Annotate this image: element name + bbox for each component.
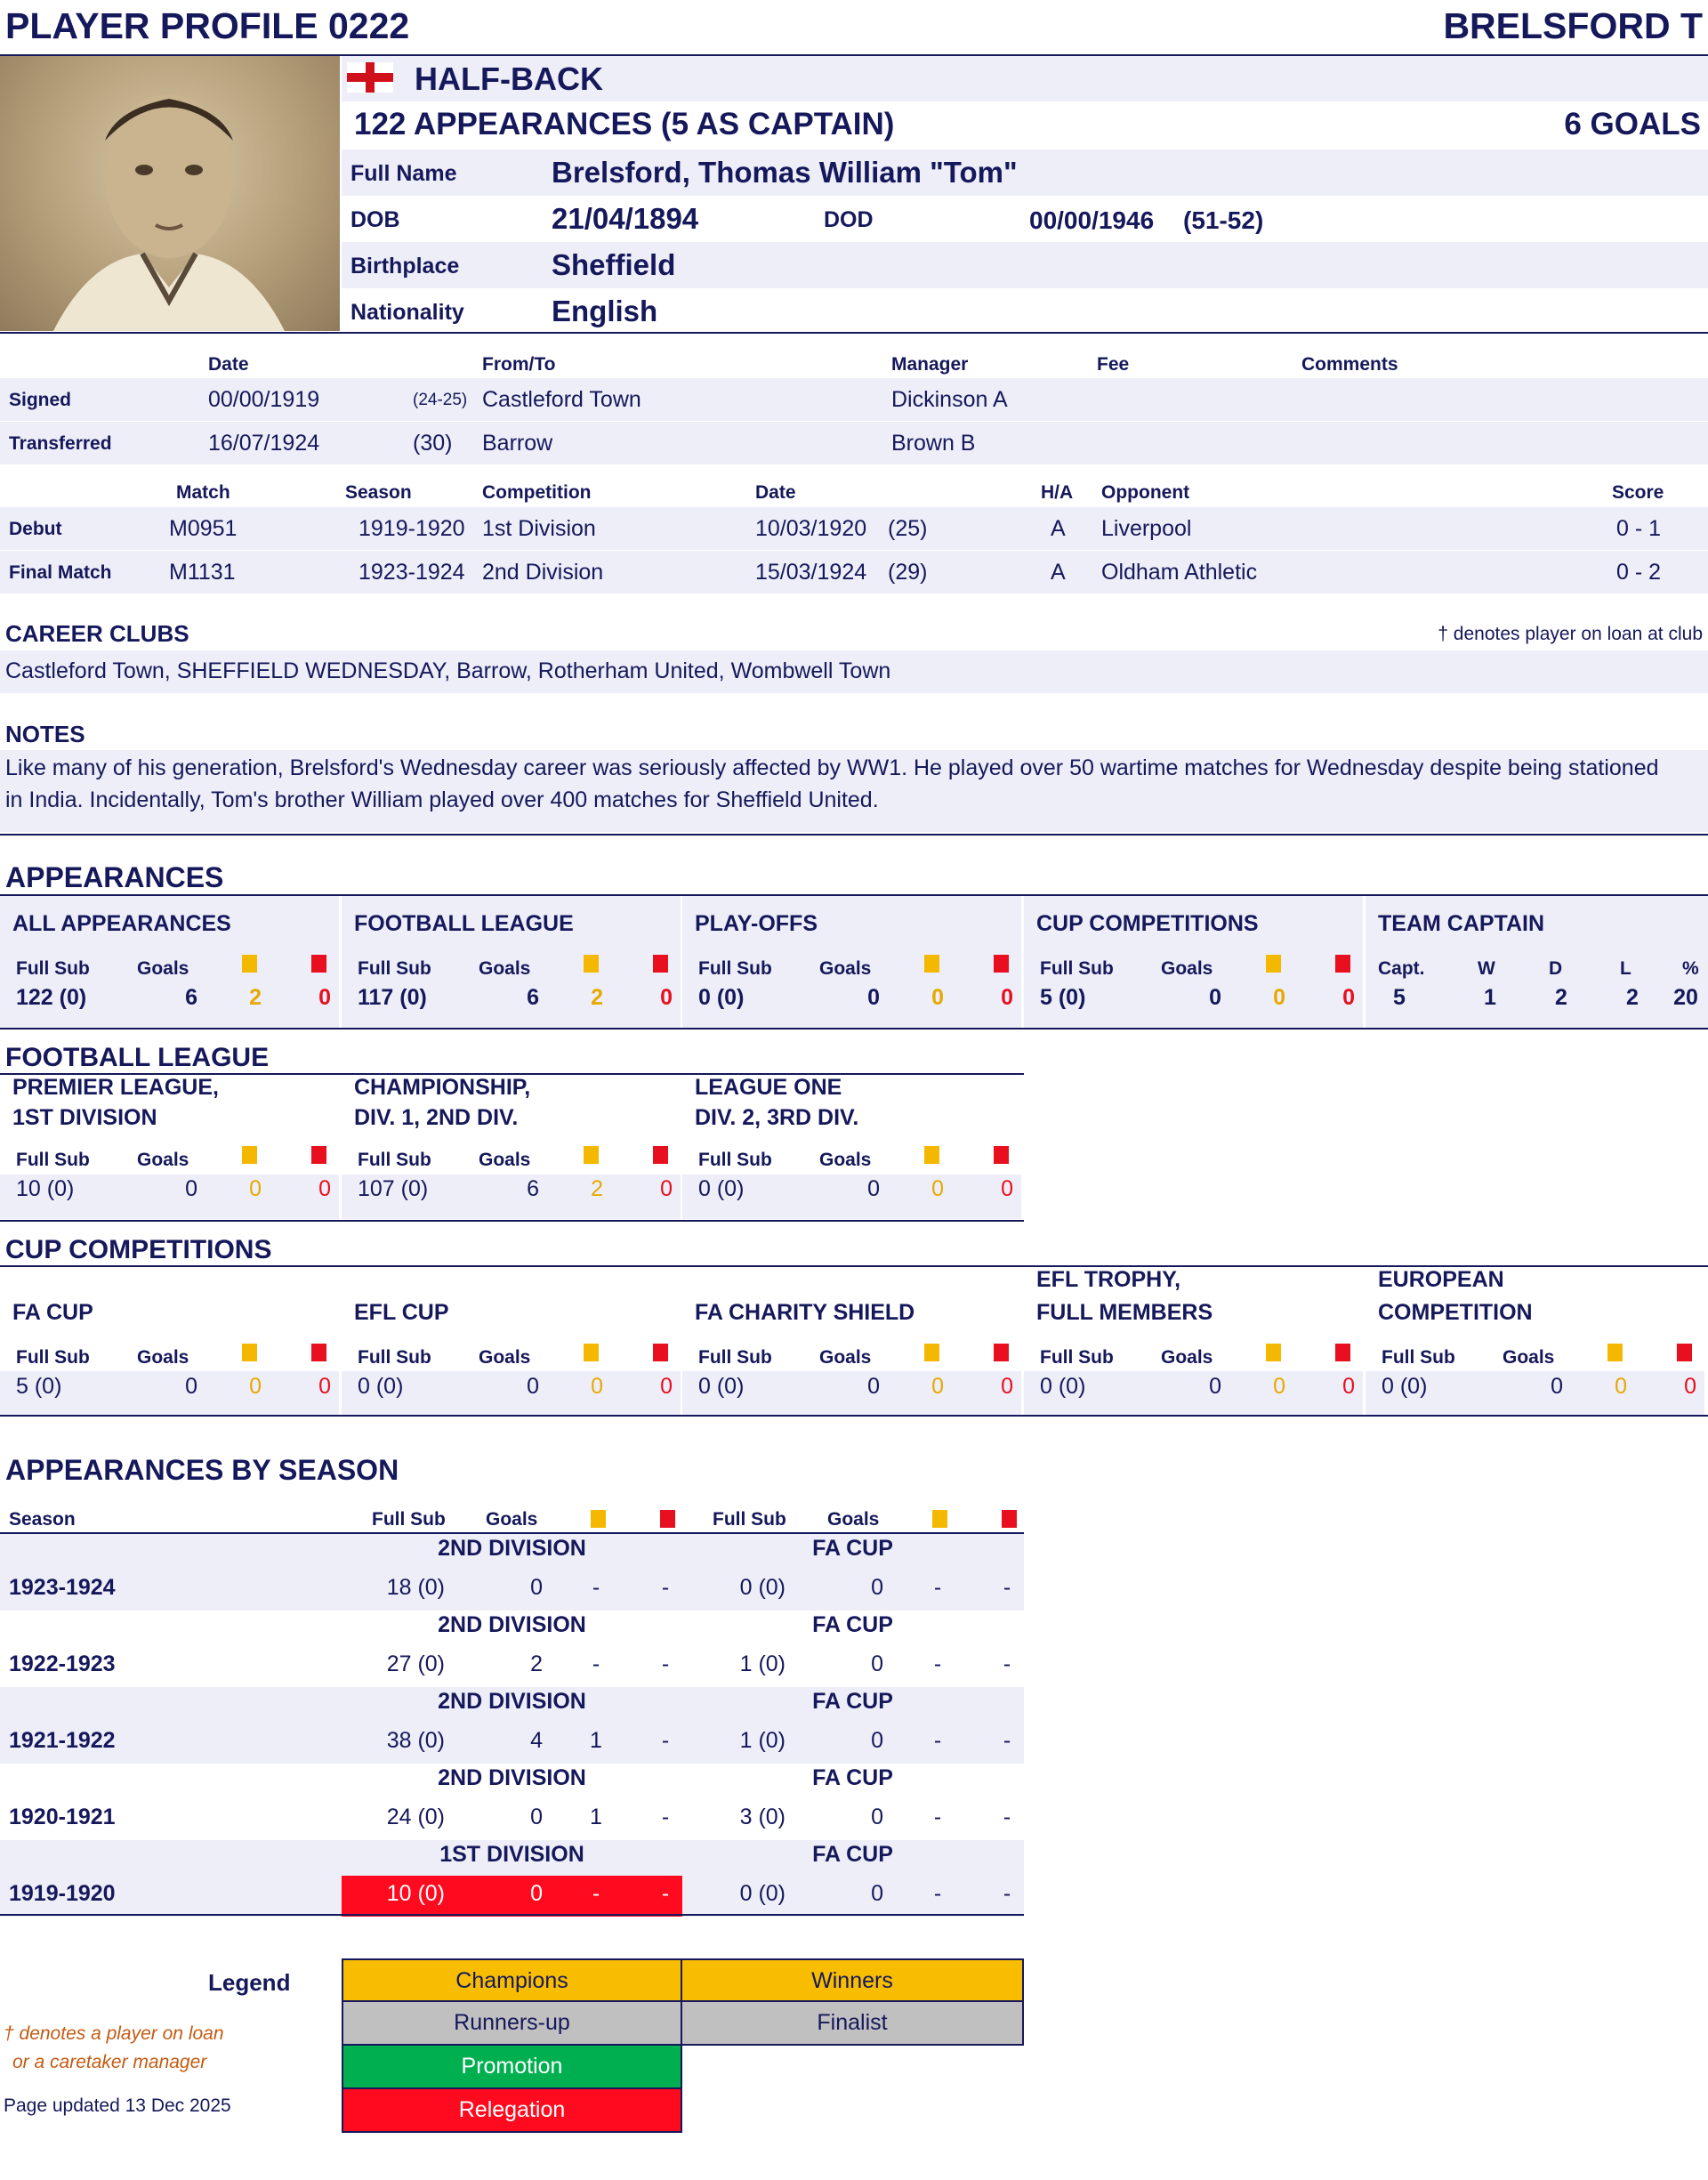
nationality-value: English xyxy=(552,295,658,327)
red-card-icon xyxy=(653,1344,668,1361)
season-fs-1: 10 (0) xyxy=(386,1881,445,1906)
cup-group-title-2: EFL CUP xyxy=(354,1300,449,1325)
season-yellow-2: - xyxy=(933,1651,942,1676)
goals-header: Goals xyxy=(1161,1347,1213,1368)
season-comp-1: 2ND DIVISION xyxy=(438,1765,586,1790)
season-fs-2: 0 (0) xyxy=(739,1575,786,1600)
yellow-card-icon xyxy=(924,955,939,973)
full-name-value: Brelsford, Thomas William "Tom" xyxy=(552,156,1018,189)
full-sub-header: Full Sub xyxy=(16,958,90,979)
goals-header: Goals xyxy=(137,1150,189,1170)
season-label: 1923-1924 xyxy=(9,1575,116,1600)
match-score: 0 - 1 xyxy=(1616,516,1662,541)
full-sub-value: 0 (0) xyxy=(698,1374,745,1399)
red-card-icon xyxy=(311,955,326,973)
birthplace-value: Sheffield xyxy=(552,248,676,281)
match-age: (29) xyxy=(888,560,928,585)
by-season-bottom-rule xyxy=(0,1914,1024,1916)
career-title: CAREER CLUBS xyxy=(5,620,189,647)
red-cards-value: 0 xyxy=(1001,1374,1013,1399)
transfer-manager: Dickinson A xyxy=(891,387,1008,412)
yellow-card-icon xyxy=(584,1344,599,1361)
red-cards-value: 0 xyxy=(660,1374,673,1399)
red-card-icon xyxy=(653,955,668,973)
goals-value: 6 xyxy=(185,985,197,1010)
col-header-comments: Comments xyxy=(1301,354,1398,375)
yellow-cards-value: 0 xyxy=(1273,985,1285,1010)
yellow-card-icon xyxy=(924,1344,939,1361)
page-title: PLAYER PROFILE 0222 xyxy=(5,5,410,46)
goals-value: 6 xyxy=(527,1176,539,1201)
red-cards-value: 0 xyxy=(660,985,673,1010)
full-sub-value: 5 (0) xyxy=(1040,985,1086,1010)
appearances-title: APPEARANCES xyxy=(5,861,224,893)
captain-value-capt: 5 xyxy=(1393,985,1406,1010)
season-yellow-2: - xyxy=(933,1575,942,1600)
match-id: M1131 xyxy=(169,560,236,585)
col-header-score: Score xyxy=(1612,482,1664,503)
season-red-2: - xyxy=(1003,1805,1011,1829)
nationality-label: Nationality xyxy=(350,300,464,325)
yellow-card-icon xyxy=(1607,1344,1623,1361)
by-season-title: APPEARANCES BY SEASON xyxy=(5,1454,399,1486)
captain-header-h_l: L xyxy=(1620,958,1631,979)
captain-header-h_pct: % xyxy=(1682,958,1699,979)
season-red-2: - xyxy=(1003,1651,1011,1676)
yellow-cards-value: 2 xyxy=(591,985,603,1010)
legend-loan-note-2: or a caretaker manager xyxy=(12,2052,207,2072)
full-sub-header: Full Sub xyxy=(1040,958,1114,979)
season-fs-2: 3 (0) xyxy=(739,1805,786,1829)
season-goals-1: 0 xyxy=(530,1575,543,1600)
yellow-cards-value: 0 xyxy=(1615,1374,1627,1399)
legend-loan-note-1: † denotes a player on loan xyxy=(4,2023,224,2044)
full-sub-value: 0 (0) xyxy=(1040,1374,1086,1399)
fl-group-title-1: PREMIER LEAGUE, xyxy=(12,1075,219,1100)
season-yellow-1: - xyxy=(592,1651,600,1676)
match-competition: 2nd Division xyxy=(482,560,604,585)
season-yellow-2: - xyxy=(933,1805,942,1829)
season-goals-1: 0 xyxy=(530,1881,543,1906)
cup-group-title-2: FULL MEMBERS xyxy=(1036,1300,1213,1325)
season-yellow-1: 1 xyxy=(590,1728,602,1753)
full-sub-header: Full Sub xyxy=(358,1347,431,1368)
red-card-icon xyxy=(311,1344,326,1361)
yellow-cards-value: 0 xyxy=(931,1176,944,1201)
goals-summary: 6 GOALS xyxy=(1564,107,1701,141)
full-sub-value: 5 (0) xyxy=(16,1374,62,1399)
bio-row-bg xyxy=(342,242,1708,288)
cup-group-title-2: COMPETITION xyxy=(1378,1300,1533,1325)
red-card-icon xyxy=(660,1510,675,1528)
transfer-age: (30) xyxy=(413,431,453,456)
season-goals-1: 4 xyxy=(530,1728,543,1753)
captain-header-h_capt: Capt. xyxy=(1378,958,1425,979)
season-comp-2: FA CUP xyxy=(812,1612,893,1637)
red-cards-value: 0 xyxy=(1001,985,1013,1010)
full-sub-value: 0 (0) xyxy=(358,1374,404,1399)
goals-value: 6 xyxy=(527,985,539,1010)
full-sub-header: Full Sub xyxy=(1040,1347,1114,1368)
season-fs-2: 1 (0) xyxy=(739,1651,786,1676)
red-card-icon xyxy=(1335,1344,1350,1361)
season-comp-1: 2ND DIVISION xyxy=(438,1536,586,1561)
match-date: 10/03/1920 xyxy=(755,516,867,541)
full-sub-value: 0 (0) xyxy=(698,985,745,1010)
full-sub-value: 0 (0) xyxy=(698,1176,745,1201)
season-fs-2: 0 (0) xyxy=(739,1881,786,1906)
season-yellow-1: - xyxy=(592,1881,600,1906)
col-header-match-date: Date xyxy=(755,482,796,503)
full-sub-header: Full Sub xyxy=(372,1509,446,1530)
season-fs-1: 38 (0) xyxy=(386,1728,445,1753)
season-comp-2: FA CUP xyxy=(812,1765,893,1790)
yellow-card-icon xyxy=(242,1146,257,1164)
row-label: Signed xyxy=(9,390,72,410)
red-card-icon xyxy=(1335,955,1350,973)
match-id: M0951 xyxy=(169,516,238,541)
dod-label: DOD xyxy=(824,207,874,232)
page-updated: Page updated 13 Dec 2025 xyxy=(4,2095,231,2116)
row-label: Debut xyxy=(9,519,62,539)
col-header-ha: H/A xyxy=(1041,482,1074,503)
goals-header: Goals xyxy=(819,1150,872,1170)
yellow-cards-value: 0 xyxy=(931,985,944,1010)
season-comp-1: 1ST DIVISION xyxy=(439,1842,584,1867)
full-sub-value: 107 (0) xyxy=(358,1176,429,1201)
red-cards-value: 0 xyxy=(1342,1374,1355,1399)
red-card-icon xyxy=(1677,1344,1692,1361)
bio-row-bg xyxy=(342,149,1708,196)
season-red-1: - xyxy=(661,1881,670,1906)
yellow-cards-value: 0 xyxy=(931,1374,944,1399)
stat-group-title: PLAY-OFFS xyxy=(695,911,818,936)
red-card-icon xyxy=(994,1344,1009,1361)
red-card-icon xyxy=(653,1146,668,1164)
season-yellow-2: - xyxy=(933,1881,942,1906)
cup-group-title-1: EUROPEAN xyxy=(1378,1267,1504,1292)
match-opponent: Liverpool xyxy=(1101,516,1192,541)
yellow-card-icon xyxy=(242,955,257,973)
fl-group-title-2: DIV. 1, 2ND DIV. xyxy=(354,1105,519,1130)
match-age: (25) xyxy=(888,516,928,541)
season-red-1: - xyxy=(661,1575,670,1600)
full-sub-value: 10 (0) xyxy=(16,1176,75,1201)
full-sub-header: Full Sub xyxy=(698,958,772,979)
full-sub-value: 122 (0) xyxy=(16,985,87,1010)
goals-header: Goals xyxy=(1503,1347,1555,1368)
bio-rule xyxy=(0,332,1708,334)
row-label: Transferred xyxy=(9,433,112,454)
match-opponent: Oldham Athletic xyxy=(1101,560,1258,585)
appearances-summary: 122 APPEARANCES (5 AS CAPTAIN) xyxy=(354,107,895,141)
fl-group-title-2: DIV. 2, 3RD DIV. xyxy=(695,1105,859,1130)
season-label: 1919-1920 xyxy=(9,1881,116,1906)
red-cards-value: 0 xyxy=(318,985,331,1010)
match-season: 1919-1920 xyxy=(359,516,465,541)
season-fs-1: 27 (0) xyxy=(386,1651,445,1676)
loan-note: † denotes player on loan at club xyxy=(1438,624,1703,644)
full-sub-header: Full Sub xyxy=(358,1150,431,1170)
season-goals-1: 0 xyxy=(530,1805,543,1829)
season-yellow-1: - xyxy=(592,1575,600,1600)
season-label: 1921-1922 xyxy=(9,1728,116,1753)
goals-value: 0 xyxy=(527,1374,539,1399)
full-sub-header: Full Sub xyxy=(16,1347,90,1368)
notes-title: NOTES xyxy=(5,721,85,747)
notes-body xyxy=(0,750,1708,832)
red-cards-value: 0 xyxy=(1001,1176,1013,1201)
season-red-1: - xyxy=(661,1651,670,1676)
col-header-fee: Fee xyxy=(1097,354,1130,375)
row-label: Final Match xyxy=(9,562,112,583)
red-card-icon xyxy=(1002,1510,1017,1528)
transfer-row-signed xyxy=(0,378,1708,421)
col-header-from-to: From/To xyxy=(482,354,556,375)
full-name-label: Full Name xyxy=(350,161,457,186)
dod-age: (51-52) xyxy=(1183,206,1264,234)
goals-header: Goals xyxy=(479,958,531,979)
transfer-club: Castleford Town xyxy=(482,387,641,412)
full-sub-header: Full Sub xyxy=(713,1509,786,1530)
goals-value: 0 xyxy=(867,985,880,1010)
yellow-card-icon xyxy=(932,1510,947,1528)
goals-header: Goals xyxy=(1161,958,1213,979)
appearances-bottom-rule xyxy=(0,1028,1708,1029)
goals-header: Goals xyxy=(137,1347,189,1368)
fl-group-title-1: LEAGUE ONE xyxy=(695,1075,842,1100)
player-short-name: BRELSFORD T xyxy=(1443,5,1703,46)
red-cards-value: 0 xyxy=(1342,985,1355,1010)
captain-value-pct: 20 xyxy=(1673,985,1698,1010)
col-header-match: Match xyxy=(176,482,230,503)
col-header-competition: Competition xyxy=(482,482,592,503)
cup-group-title-1: EFL TROPHY, xyxy=(1036,1267,1181,1292)
legend-winners: Winners xyxy=(682,1958,1024,2002)
col-header-season: Season xyxy=(345,482,412,503)
goals-header: Goals xyxy=(827,1509,880,1530)
season-red-1: - xyxy=(661,1728,670,1753)
goals-value: 0 xyxy=(1209,1374,1221,1399)
full-sub-header: Full Sub xyxy=(1382,1347,1455,1368)
yellow-cards-value: 0 xyxy=(1273,1374,1285,1399)
season-goals-2: 0 xyxy=(871,1728,883,1753)
red-cards-value: 0 xyxy=(660,1176,673,1201)
goals-value: 0 xyxy=(867,1374,880,1399)
goals-value: 0 xyxy=(1551,1374,1563,1399)
season-goals-2: 0 xyxy=(871,1805,883,1829)
full-sub-value: 117 (0) xyxy=(358,985,427,1010)
player-photo xyxy=(0,56,340,331)
legend-promotion: Promotion xyxy=(342,2046,682,2089)
captain-value-l: 2 xyxy=(1626,985,1639,1010)
season-red-2: - xyxy=(1003,1575,1011,1600)
captain-value-d: 2 xyxy=(1555,985,1567,1010)
red-card-icon xyxy=(311,1146,326,1164)
season-fs-2: 1 (0) xyxy=(739,1728,786,1753)
match-score: 0 - 2 xyxy=(1616,560,1662,585)
red-cards-value: 0 xyxy=(318,1176,331,1201)
goals-value: 0 xyxy=(185,1176,197,1201)
legend-champions: Champions xyxy=(342,1958,682,2002)
match-ha: A xyxy=(1051,516,1066,541)
yellow-cards-value: 0 xyxy=(249,1374,262,1399)
notes-line-2: in India. Incidentally, Tom's brother William played over 400 matches for Sheffield United. xyxy=(5,787,879,812)
season-red-2: - xyxy=(1003,1728,1011,1753)
yellow-cards-value: 0 xyxy=(591,1374,603,1399)
season-label: 1920-1921 xyxy=(9,1805,116,1829)
season-goals-2: 0 xyxy=(871,1881,883,1906)
goals-value: 0 xyxy=(1209,985,1221,1010)
red-card-icon xyxy=(994,955,1009,973)
stat-group-title: ALL APPEARANCES xyxy=(12,911,231,936)
fl-bottom-rule xyxy=(0,1220,1024,1222)
yellow-cards-value: 2 xyxy=(591,1176,603,1201)
photo-caption xyxy=(0,62,1,63)
yellow-card-icon xyxy=(924,1146,939,1164)
cup-group-title-2: FA CHARITY SHIELD xyxy=(695,1300,915,1325)
season-fs-1: 24 (0) xyxy=(386,1805,445,1829)
transfer-date: 00/00/1919 xyxy=(208,387,320,412)
season-comp-2: FA CUP xyxy=(812,1536,893,1561)
transfer-club: Barrow xyxy=(482,431,553,456)
col-header-manager: Manager xyxy=(891,354,969,375)
full-sub-header: Full Sub xyxy=(698,1347,772,1368)
season-label: 1922-1923 xyxy=(9,1651,116,1676)
match-date: 15/03/1924 xyxy=(755,560,867,585)
stat-group-title: FOOTBALL LEAGUE xyxy=(354,911,574,936)
captain-header-h_d: D xyxy=(1549,958,1563,979)
season-red-2: - xyxy=(1003,1881,1011,1906)
red-card-icon xyxy=(994,1146,1009,1164)
legend-title: Legend xyxy=(208,1969,291,1996)
season-col-header: Season xyxy=(9,1509,76,1530)
career-clubs-row xyxy=(0,650,1708,693)
notes-line-1: Like many of his generation, Brelsford's Wednesday career was seriously affected by WW1. He played over 50 wartime matches for Wednesday despite being stationed xyxy=(5,755,1659,780)
legend-relegation: Relegation xyxy=(342,2089,682,2133)
season-yellow-1: 1 xyxy=(590,1805,602,1829)
transfer-manager: Brown B xyxy=(891,431,976,456)
full-sub-header: Full Sub xyxy=(16,1150,90,1170)
goals-header: Goals xyxy=(479,1150,531,1170)
goals-header: Goals xyxy=(479,1347,531,1368)
match-ha: A xyxy=(1051,560,1066,585)
yellow-card-icon xyxy=(1266,1344,1281,1361)
col-header-opponent: Opponent xyxy=(1101,482,1190,503)
season-comp-2: FA CUP xyxy=(812,1842,893,1867)
season-comp-2: FA CUP xyxy=(812,1689,893,1714)
yellow-card-icon xyxy=(584,1146,599,1164)
match-season: 1923-1924 xyxy=(359,560,465,585)
transfer-age: (24-25) xyxy=(413,391,468,409)
full-sub-header: Full Sub xyxy=(698,1150,772,1170)
cup-competitions-title: CUP COMPETITIONS xyxy=(5,1235,272,1264)
season-comp-1: 2ND DIVISION xyxy=(438,1689,586,1714)
season-goals-2: 0 xyxy=(871,1651,883,1676)
yellow-card-icon xyxy=(591,1510,606,1528)
dob-label: DOB xyxy=(350,207,400,232)
goals-header: Goals xyxy=(819,1347,872,1368)
yellow-card-icon xyxy=(242,1344,257,1361)
season-red-1: - xyxy=(661,1805,670,1829)
goals-value: 0 xyxy=(867,1176,880,1201)
match-row-final xyxy=(0,551,1708,593)
red-cards-value: 0 xyxy=(1684,1374,1696,1399)
captain-title: TEAM CAPTAIN xyxy=(1378,911,1545,936)
col-header-date: Date xyxy=(208,354,249,375)
yellow-card-icon xyxy=(584,955,599,973)
goals-header: Goals xyxy=(486,1509,538,1530)
birthplace-label: Birthplace xyxy=(350,254,460,279)
goals-header: Goals xyxy=(819,958,872,979)
full-sub-header: Full Sub xyxy=(358,958,431,979)
captain-value-w: 1 xyxy=(1484,985,1496,1010)
stat-group-title: CUP COMPETITIONS xyxy=(1036,911,1259,936)
season-yellow-2: - xyxy=(933,1728,942,1753)
dob-value: 21/04/1894 xyxy=(552,202,699,235)
season-comp-1: 2ND DIVISION xyxy=(438,1612,586,1637)
transfer-row-transferred xyxy=(0,422,1708,464)
fl-group-title-2: 1ST DIVISION xyxy=(12,1105,157,1130)
goals-value: 0 xyxy=(185,1374,197,1399)
full-sub-value: 0 (0) xyxy=(1382,1374,1428,1399)
dod-value: 00/00/1946 xyxy=(1029,206,1155,234)
fl-group-title-1: CHAMPIONSHIP, xyxy=(354,1075,531,1100)
match-competition: 1st Division xyxy=(482,516,596,541)
football-league-title: FOOTBALL LEAGUE xyxy=(5,1043,270,1072)
red-cards-value: 0 xyxy=(318,1374,331,1399)
notes-rule xyxy=(0,834,1708,836)
yellow-cards-value: 0 xyxy=(249,1176,262,1201)
legend-runners-up: Runners-up xyxy=(342,2002,682,2046)
cup-bottom-rule xyxy=(0,1415,1708,1417)
england-flag-icon xyxy=(347,62,393,97)
captain-header-h_w: W xyxy=(1478,958,1495,979)
match-row-debut xyxy=(0,507,1708,550)
career-clubs: Castleford Town, SHEFFIELD WEDNESDAY, Barrow, Rotherham United, Wombwell Town xyxy=(5,658,891,683)
season-goals-2: 0 xyxy=(871,1575,883,1600)
player-position: HALF-BACK xyxy=(415,61,603,97)
cup-group-title-2: FA CUP xyxy=(12,1300,93,1325)
season-fs-1: 18 (0) xyxy=(386,1575,445,1600)
legend-finalist: Finalist xyxy=(682,2002,1024,2046)
yellow-cards-value: 2 xyxy=(249,985,262,1010)
yellow-card-icon xyxy=(1266,955,1281,973)
goals-header: Goals xyxy=(137,958,189,979)
season-goals-1: 2 xyxy=(530,1651,543,1676)
transfer-date: 16/07/1924 xyxy=(208,431,320,456)
